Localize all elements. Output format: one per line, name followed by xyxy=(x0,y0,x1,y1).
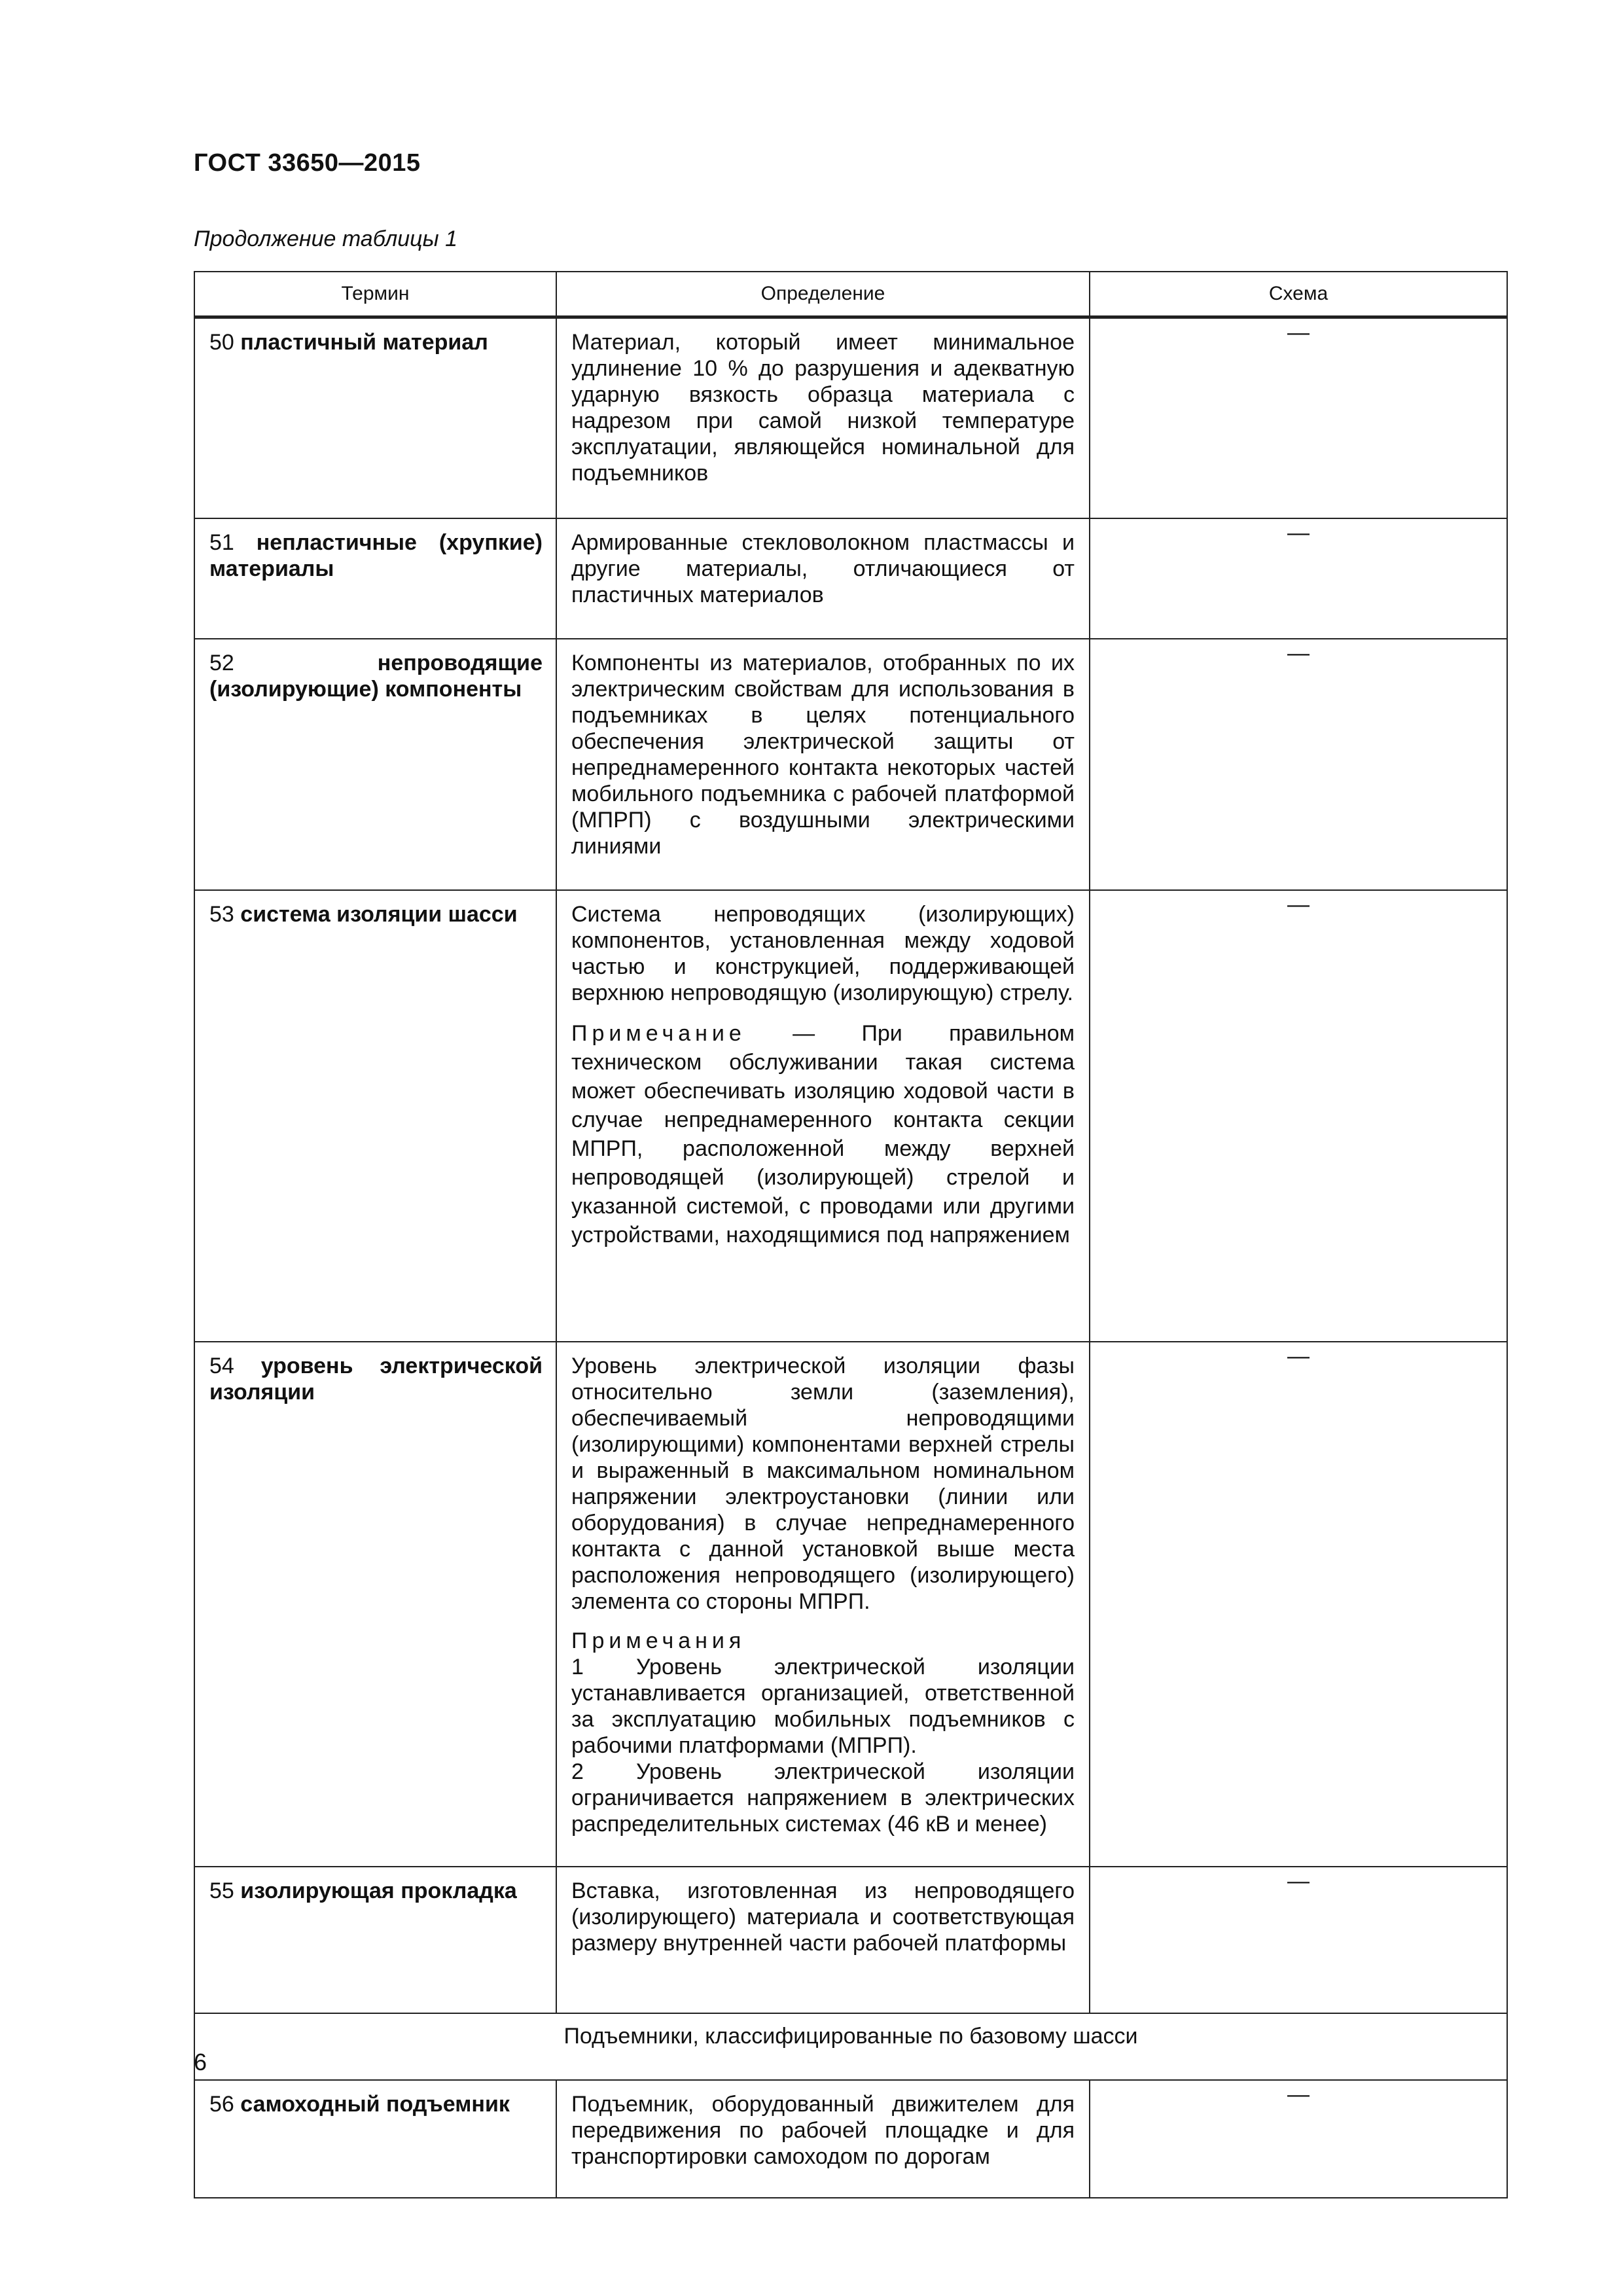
term-cell xyxy=(194,2080,556,2198)
term-number: 51 xyxy=(209,530,234,555)
term-name: самоходный подъемник xyxy=(240,2092,510,2117)
table-row xyxy=(194,890,1507,1342)
definition-text: Материал, который имеет минимальное удлинение 10 % до разрушения и адекватную ударную вязкость образца материала с надрезом при самой низкой температуре эксплуатации, являющейся номинальной для подъемников xyxy=(571,330,1075,486)
column-header-scheme: Схема xyxy=(1090,272,1507,317)
notes-label: Примечания xyxy=(571,1628,746,1653)
term-name: система изоляции шасси xyxy=(240,902,518,927)
term-name: изолирующая прокладка xyxy=(240,1878,517,1903)
term-number: 53 xyxy=(209,902,234,927)
definition-cell xyxy=(556,639,1090,890)
section-heading-row xyxy=(194,2013,1507,2080)
table-row xyxy=(194,518,1507,639)
definition-cell xyxy=(556,518,1090,639)
table-row xyxy=(194,1867,1507,2013)
table-row xyxy=(194,317,1507,519)
definition-cell xyxy=(556,2080,1090,2198)
definition-cell xyxy=(556,1342,1090,1867)
term-name: уровень электрической изоляции xyxy=(209,1354,543,1405)
definition-cell xyxy=(556,890,1090,1342)
term-cell xyxy=(194,890,556,1342)
term-number: 56 xyxy=(209,2092,234,2117)
term-number: 55 xyxy=(209,1878,234,1903)
scheme-cell: — xyxy=(1090,890,1507,1342)
terms-table xyxy=(194,271,1508,2198)
definition-cell xyxy=(556,1867,1090,2013)
term-number: 52 xyxy=(209,651,234,675)
definition-text: Уровень электрической изоляции фазы относительно земли (заземления), обеспечиваемый непроводящими (изолирующими) компонентами верхней стрелы и выраженный в максимальном номинальном напряжении электроустановки (линии или оборудования) в случае непреднамеренного контакта с данной установкой выше места расположения непроводящего (изолирующего) элемента со стороны МПРП. xyxy=(571,1354,1075,1614)
term-number: 50 xyxy=(209,330,234,355)
note-item: 2 Уровень электрической изоляции ограничивается напряжением в электрических распределительных системах (46 кВ и менее) xyxy=(571,1759,1075,1837)
term-name: пластичный материал xyxy=(240,330,488,355)
scheme-cell: — xyxy=(1090,639,1507,890)
scheme-cell: — xyxy=(1090,1342,1507,1867)
definition-text: Система непроводящих (изолирующих) компонентов, установленная между ходовой частью и конструкцией, поддерживающей верхнюю непроводящую (изолирующую) стрелу. xyxy=(571,902,1075,1005)
table-continuation-caption: Продолжение таблицы 1 xyxy=(194,226,457,251)
table-row xyxy=(194,2080,1507,2198)
definition-cell xyxy=(556,317,1090,519)
scheme-cell: — xyxy=(1090,2080,1507,2198)
definition-text: Компоненты из материалов, отобранных по их электрическим свойствам для использования в подъемниках в целях потенциального обеспечения электрической защиты от непреднамеренного контакта некоторых частей мобильного подъемника с рабочей платформой (МПРП) с воздушными электрическими линиями xyxy=(571,651,1075,859)
note-label: Примечание xyxy=(571,1021,746,1046)
definition-text: Подъемник, оборудованный движителем для передвижения по рабочей площадке и для транспортировки самоходом по дорогам xyxy=(571,2092,1075,2169)
note-text: — При правильном техническом обслуживании такая система может обеспечивать изоляцию ходовой части в случае непреднамеренного контакта секции МПРП, расположенной между верхней непроводящей (изолирующей) стрелой и указанной системой, с проводами или другими устройствами, находящимися под напряжением xyxy=(571,1021,1075,1247)
section-heading: Подъемники, классифицированные по базовому шасси xyxy=(194,2013,1507,2080)
table-row xyxy=(194,639,1507,890)
scheme-cell: — xyxy=(1090,317,1507,519)
note-item: 1 Уровень электрической изоляции устанавливается организацией, ответственной за эксплуатацию мобильных подъемников с рабочими платформами (МПРП). xyxy=(571,1655,1075,1758)
definition-text: Вставка, изготовленная из непроводящего (изолирующего) материала и соответствующая размеру внутренней части рабочей платформы xyxy=(571,1878,1075,1956)
column-header-definition: Определение xyxy=(556,272,1090,317)
term-cell xyxy=(194,639,556,890)
scheme-cell: — xyxy=(1090,1867,1507,2013)
definition-note xyxy=(571,1019,1075,1249)
scheme-cell: — xyxy=(1090,518,1507,639)
term-name: непроводящие (изолирующие) компоненты xyxy=(209,651,543,702)
term-cell xyxy=(194,317,556,519)
page-number: 6 xyxy=(194,2049,207,2075)
term-name: непластичные (хрупкие) материалы xyxy=(209,530,543,581)
table-header-row xyxy=(194,272,1507,317)
column-header-term: Термин xyxy=(194,272,556,317)
definition-text: Армированные стекловолокном пластмассы и другие материалы, отличающиеся от пластичных материалов xyxy=(571,530,1075,607)
term-cell xyxy=(194,518,556,639)
term-number: 54 xyxy=(209,1354,234,1378)
table-row xyxy=(194,1342,1507,1867)
term-cell xyxy=(194,1342,556,1867)
standard-designation: ГОСТ 33650—2015 xyxy=(194,149,421,177)
term-cell xyxy=(194,1867,556,2013)
